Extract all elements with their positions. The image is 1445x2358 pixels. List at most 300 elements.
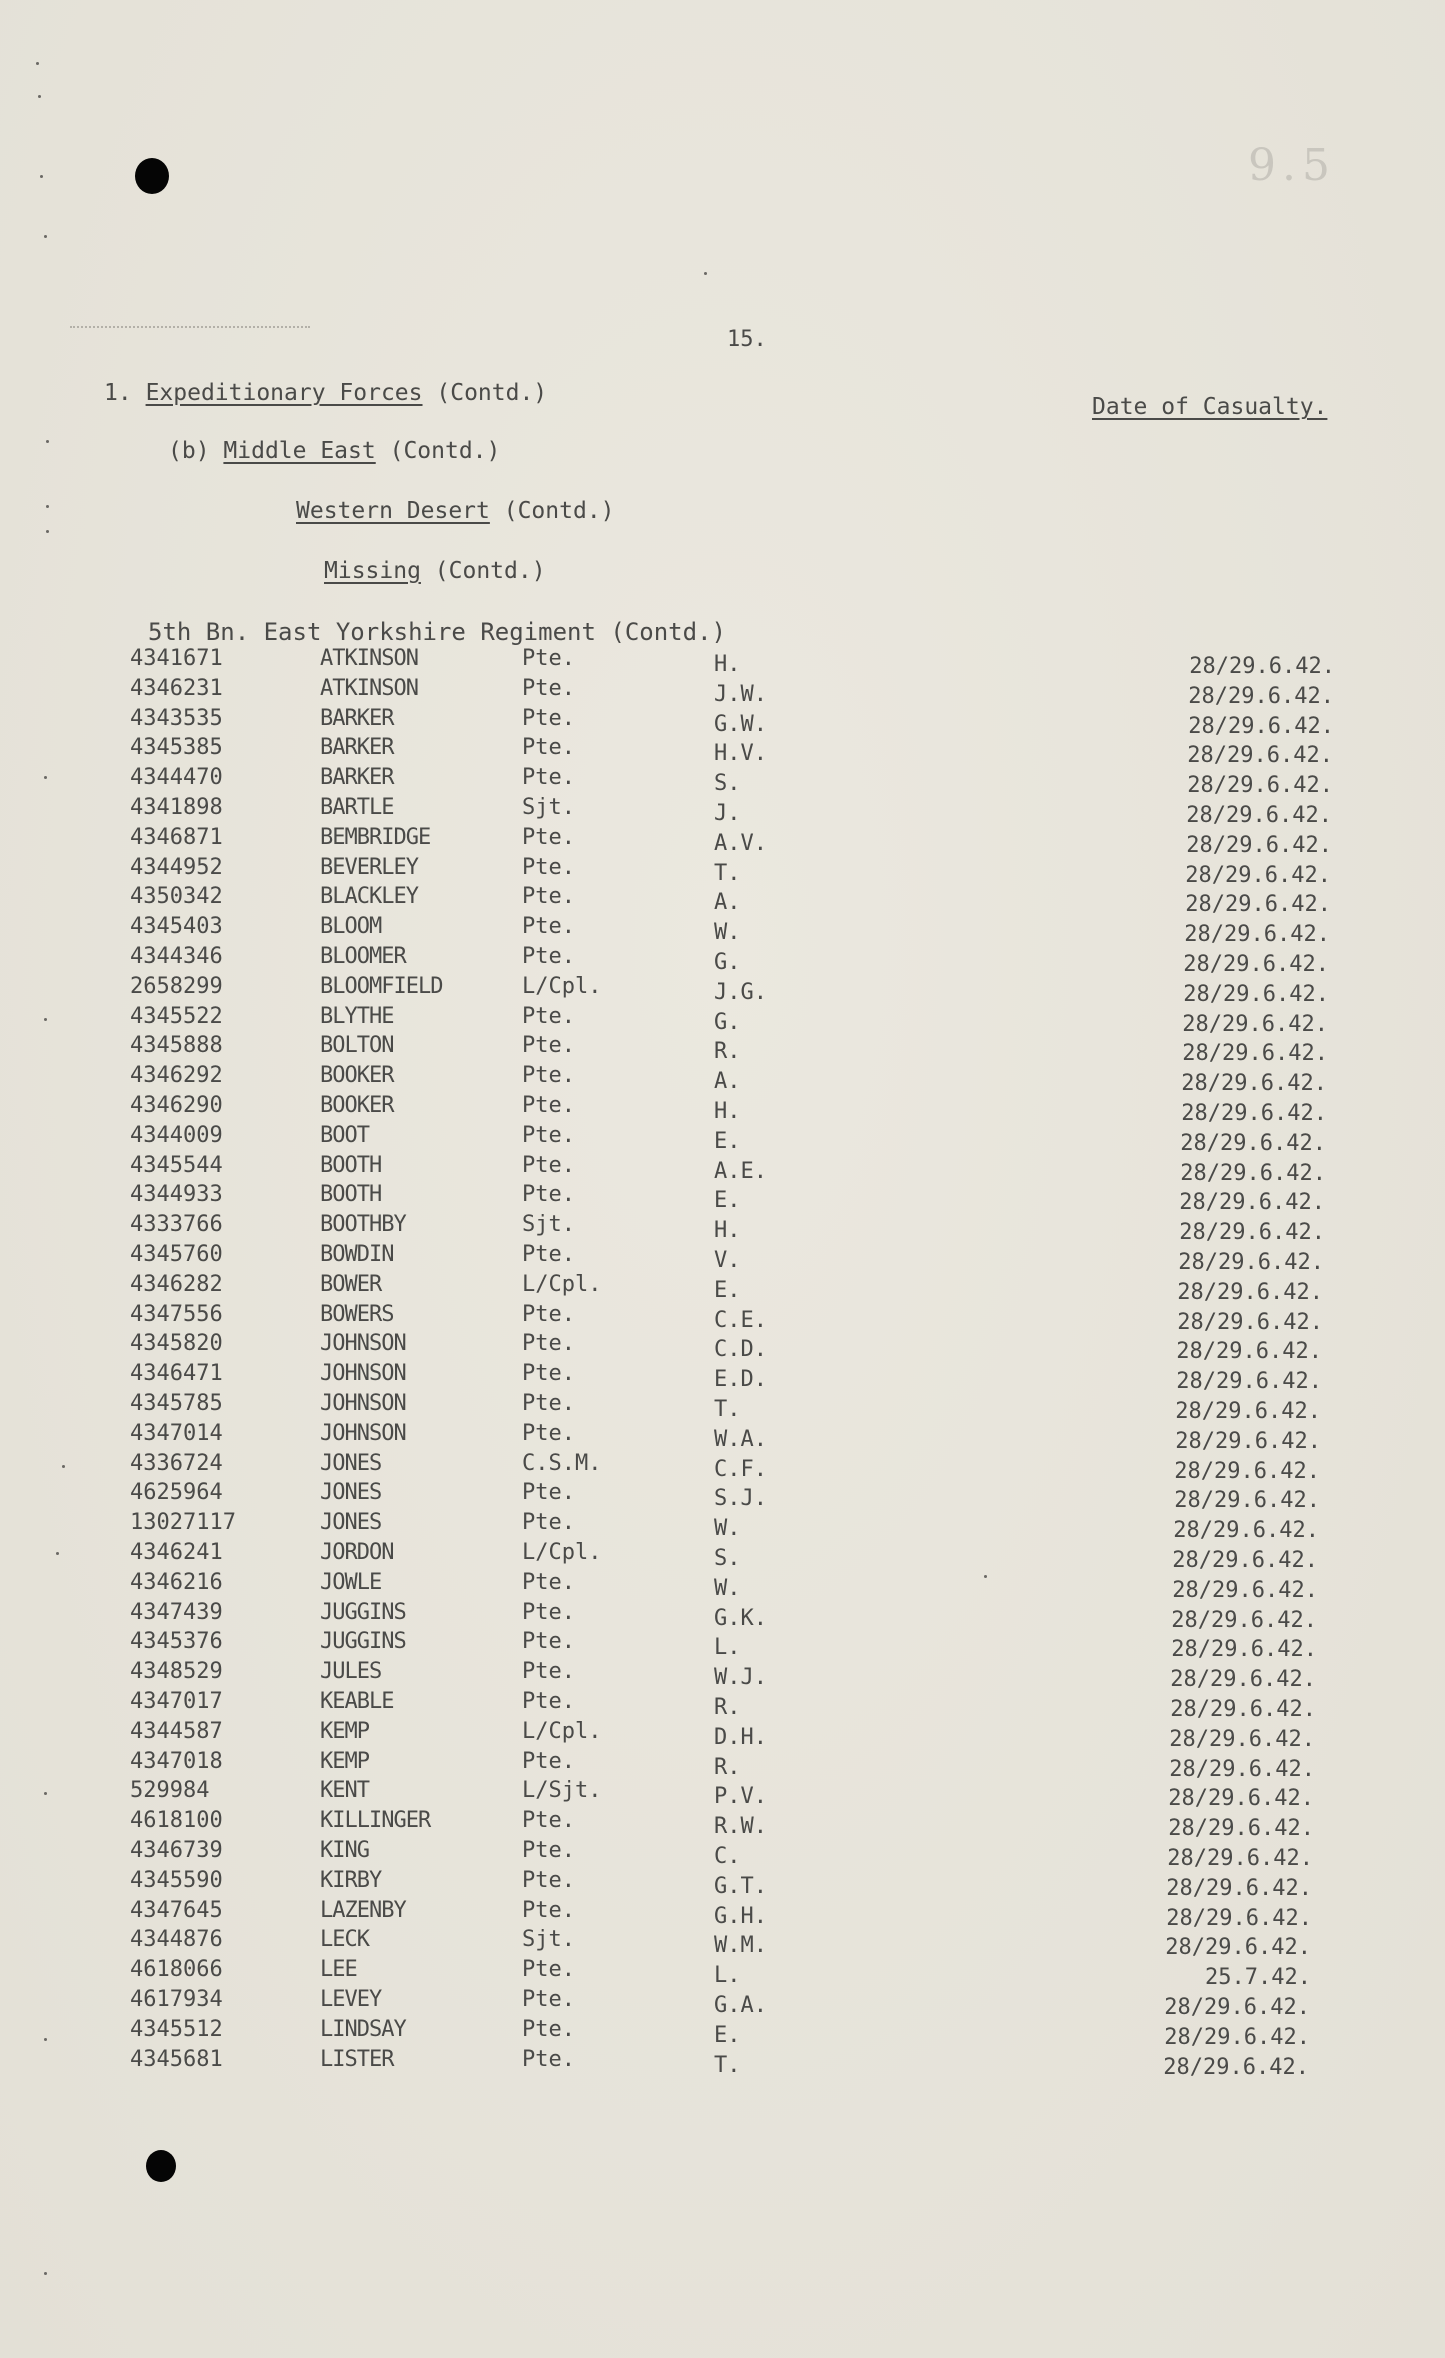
- casualty-date: 28/29.6.42.: [1167, 1846, 1313, 1871]
- service-number: 4347645: [130, 1897, 223, 1923]
- rank: Pte.: [522, 1987, 575, 2012]
- service-number: 4345760: [130, 1242, 223, 1267]
- casualty-date: 28/29.6.42.: [1170, 1667, 1316, 1693]
- surname: BLOOMER: [320, 944, 406, 969]
- casualty-row: [0, 1063, 1445, 1097]
- casualty-row: [0, 1331, 1445, 1365]
- surname: JONES: [320, 1510, 382, 1536]
- service-number: 4345376: [130, 1629, 223, 1655]
- casualty-row: [0, 1480, 1445, 1514]
- initials: R.: [714, 1039, 741, 1065]
- casualty-date: 28/29.6.42.: [1174, 1488, 1320, 1514]
- surname: BOOTHBY: [320, 1212, 406, 1238]
- surname: JUGGINS: [320, 1629, 406, 1655]
- initials: S.: [714, 1546, 741, 1571]
- casualty-row: [0, 1838, 1445, 1871]
- casualty-row: [0, 2016, 1445, 2050]
- section-title: Expeditionary Forces: [145, 380, 423, 406]
- surname: JONES: [320, 1480, 382, 1506]
- casualty-row: [0, 1301, 1445, 1335]
- service-number: 13027117: [130, 1510, 236, 1536]
- casualty-row: [0, 1540, 1445, 1573]
- casualty-date: 28/29.6.42.: [1175, 1399, 1321, 1424]
- rank: Pte.: [522, 1480, 575, 1506]
- casualty-date: 28/29.6.42.: [1183, 952, 1329, 977]
- initials: R.W.: [714, 1814, 767, 1840]
- casualty-row: [0, 675, 1445, 709]
- casualty-row: [0, 884, 1445, 918]
- service-number: 4344587: [130, 1718, 223, 1744]
- surname: JONES: [320, 1450, 382, 1476]
- surname: JOHNSON: [320, 1331, 406, 1357]
- service-number: 4344952: [130, 854, 223, 880]
- casualty-date: 28/29.6.42.: [1166, 1875, 1312, 1901]
- initials: E.: [714, 1277, 741, 1303]
- initials: A.V.: [714, 830, 767, 856]
- surname: BLOOMFIELD: [320, 973, 443, 999]
- margin-mark: [38, 95, 41, 98]
- initials: P.V.: [714, 1784, 767, 1810]
- initials: R.: [714, 1754, 741, 1780]
- rank: Pte.: [522, 2046, 575, 2072]
- initials: R.: [714, 1695, 741, 1720]
- initials: W.M.: [714, 1933, 767, 1959]
- surname: LINDSAY: [320, 2016, 406, 2042]
- service-number: 4346282: [130, 1271, 223, 1297]
- margin-mark: [36, 62, 39, 65]
- margin-mark: [46, 530, 49, 533]
- casualty-row: [0, 1659, 1445, 1693]
- casualty-date: 28/29.6.42.: [1183, 981, 1329, 1007]
- margin-mark: [40, 175, 43, 178]
- rank: L/Cpl.: [522, 1540, 602, 1565]
- surname: KENT: [320, 1778, 369, 1804]
- page-mark: 9.5: [1248, 140, 1336, 191]
- service-number: 529984: [130, 1778, 210, 1804]
- service-number: 4347556: [130, 1301, 223, 1327]
- surname: BOOTH: [320, 1182, 382, 1208]
- service-number: 4344346: [130, 944, 223, 969]
- initials: T.: [714, 1397, 741, 1422]
- margin-mark: [44, 235, 47, 238]
- rank: Pte.: [522, 1301, 575, 1327]
- rank: Pte.: [522, 884, 575, 910]
- rank: Pte.: [522, 1152, 575, 1178]
- initials: J.: [714, 801, 741, 826]
- initials: E.D.: [714, 1367, 767, 1393]
- casualty-date: 28/29.6.42.: [1181, 1101, 1327, 1126]
- area-suffix: (Contd.): [503, 498, 615, 524]
- rank: Pte.: [522, 1957, 575, 1983]
- initials: G.: [714, 1009, 741, 1035]
- surname: JOHNSON: [320, 1391, 406, 1416]
- service-number: 4346471: [130, 1361, 223, 1387]
- initials: H.: [714, 652, 741, 677]
- casualty-date: 28/29.6.42.: [1187, 773, 1333, 799]
- service-number: 4345512: [130, 2016, 223, 2042]
- unit-heading: 5th Bn. East Yorkshire Regiment (Contd.): [148, 618, 726, 646]
- service-number: 4350342: [130, 884, 223, 910]
- surname: ATKINSON: [320, 675, 418, 701]
- service-number: 4344470: [130, 765, 223, 791]
- rank: Pte.: [522, 2016, 575, 2042]
- surname: JOHNSON: [320, 1361, 406, 1387]
- service-number: 4345888: [130, 1033, 223, 1059]
- service-number: 4347439: [130, 1599, 223, 1625]
- page-number: 15.: [727, 327, 767, 352]
- rank: Pte.: [522, 1659, 575, 1685]
- casualty-row: [0, 705, 1445, 739]
- casualty-date: 28/29.6.42.: [1169, 1756, 1315, 1782]
- initials: G.W.: [714, 711, 767, 737]
- service-number: 4345522: [130, 1003, 223, 1029]
- casualty-row: [0, 1242, 1445, 1275]
- service-number: 4347014: [130, 1420, 223, 1446]
- rank: L/Cpl.: [522, 1271, 602, 1297]
- initials: S.J.: [714, 1486, 767, 1512]
- subsection-title: Middle East: [223, 438, 376, 464]
- casualty-row: [0, 1748, 1445, 1782]
- casualty-row: [0, 795, 1445, 828]
- casualty-row: [0, 1629, 1445, 1663]
- rank: Pte.: [522, 1122, 575, 1148]
- surname: JOWLE: [320, 1569, 382, 1595]
- casualty-row: [0, 1808, 1445, 1842]
- surname: BOWER: [320, 1271, 382, 1297]
- punch-hole-bottom: [146, 2150, 176, 2182]
- initials: J.W.: [714, 681, 767, 707]
- surname: BARKER: [320, 705, 394, 731]
- initials: W.A.: [714, 1426, 767, 1452]
- status-suffix: (Contd.): [434, 558, 546, 584]
- surname: BLYTHE: [320, 1003, 394, 1029]
- casualty-row: [0, 1271, 1445, 1305]
- initials: C.F.: [714, 1456, 767, 1482]
- rank: Pte.: [522, 1331, 575, 1357]
- casualty-date: 28/29.6.42.: [1182, 1041, 1328, 1067]
- casualty-date: 28/29.6.42.: [1185, 862, 1331, 888]
- service-number: 4617934: [130, 1987, 223, 2012]
- service-number: 4345385: [130, 735, 223, 761]
- rank: Pte.: [522, 735, 575, 761]
- casualty-row: [0, 735, 1445, 769]
- casualty-row: [0, 1122, 1445, 1156]
- rank: Pte.: [522, 1629, 575, 1655]
- service-number: 4345681: [130, 2046, 223, 2072]
- casualty-row: [0, 1003, 1445, 1037]
- initials: H.: [714, 1099, 741, 1124]
- casualty-row: [0, 1957, 1445, 1991]
- section-suffix: (Contd.): [436, 380, 548, 406]
- initials: H.: [714, 1218, 741, 1244]
- subsection-heading: [168, 438, 500, 464]
- surname: KEMP: [320, 1748, 369, 1774]
- casualty-date: 28/29.6.42.: [1178, 1250, 1324, 1275]
- rank: Pte.: [522, 675, 575, 701]
- initials: J.G.: [714, 979, 767, 1005]
- rank: Pte.: [522, 1510, 575, 1536]
- area-heading: [296, 498, 615, 524]
- punch-hole-top: [135, 158, 169, 194]
- initials: T.: [714, 2052, 741, 2078]
- casualty-date: 28/29.6.42.: [1166, 1905, 1312, 1931]
- service-number: 4345544: [130, 1152, 223, 1178]
- initials: W.: [714, 1516, 741, 1542]
- rank: Pte.: [522, 824, 575, 850]
- rank: Pte.: [522, 1689, 575, 1714]
- casualty-date: 28/29.6.42.: [1188, 683, 1334, 709]
- service-number: 4346739: [130, 1838, 223, 1863]
- service-number: 4346292: [130, 1063, 223, 1089]
- service-number: 4333766: [130, 1212, 223, 1238]
- rank: Pte.: [522, 1748, 575, 1774]
- casualty-row: [0, 1033, 1445, 1067]
- surname: JOHNSON: [320, 1420, 406, 1446]
- casualty-date: 28/29.6.42.: [1175, 1428, 1321, 1454]
- casualty-row: [0, 1510, 1445, 1544]
- casualty-date: 28/29.6.42.: [1187, 743, 1333, 769]
- initials: G.H.: [714, 1903, 767, 1929]
- initials: D.H.: [714, 1724, 767, 1750]
- rank: Pte.: [522, 1391, 575, 1416]
- casualty-date: 28/29.6.42.: [1179, 1190, 1325, 1216]
- casualty-row: [0, 1569, 1445, 1603]
- casualty-row: [0, 1420, 1445, 1454]
- rank: Sjt.: [522, 795, 575, 820]
- rank: Pte.: [522, 914, 575, 940]
- initials: V.: [714, 1248, 741, 1273]
- service-number: 4347017: [130, 1689, 223, 1714]
- casualty-row: [0, 2046, 1445, 2080]
- casualty-row: [0, 1361, 1445, 1395]
- service-number: 4346871: [130, 824, 223, 850]
- casualty-date: 28/29.6.42.: [1177, 1279, 1323, 1305]
- initials: G.: [714, 950, 741, 975]
- service-number: 4343535: [130, 705, 223, 731]
- casualty-date: 28/29.6.42.: [1165, 1935, 1311, 1961]
- initials: A.: [714, 1069, 741, 1095]
- initials: T.: [714, 860, 741, 886]
- casualty-row: [0, 1689, 1445, 1722]
- surname: BOOTH: [320, 1152, 382, 1178]
- casualty-date: 28/29.6.42.: [1174, 1458, 1320, 1484]
- rank: Pte.: [522, 1242, 575, 1267]
- casualty-row: [0, 1927, 1445, 1961]
- initials: C.D.: [714, 1337, 767, 1363]
- rank: Pte.: [522, 1599, 575, 1625]
- casualty-row: [0, 646, 1445, 679]
- initials: W.: [714, 920, 741, 946]
- surname: BOOT: [320, 1122, 369, 1148]
- surname: BOWDIN: [320, 1242, 394, 1267]
- subsection-suffix: (Contd.): [389, 438, 501, 464]
- service-number: 4344876: [130, 1927, 223, 1953]
- initials: G.K.: [714, 1605, 767, 1631]
- casualty-date: 28/29.6.42.: [1169, 1726, 1315, 1752]
- surname: KILLINGER: [320, 1808, 431, 1834]
- service-number: 4346231: [130, 675, 223, 701]
- casualty-date: 28/29.6.42.: [1173, 1518, 1319, 1544]
- surname: BLACKLEY: [320, 884, 418, 910]
- service-number: 4345403: [130, 914, 223, 940]
- casualty-row: [0, 1718, 1445, 1752]
- rank: Pte.: [522, 1361, 575, 1387]
- surname: LEVEY: [320, 1987, 382, 2012]
- surname: BOLTON: [320, 1033, 394, 1059]
- casualty-date: 28/29.6.42.: [1171, 1637, 1317, 1663]
- rank: Pte.: [522, 646, 575, 671]
- casualty-row: [0, 1152, 1445, 1186]
- casualty-date: 28/29.6.42.: [1168, 1786, 1314, 1812]
- surname: LAZENBY: [320, 1897, 406, 1923]
- initials: W.J.: [714, 1665, 767, 1691]
- casualty-date: 28/29.6.42.: [1181, 1071, 1327, 1097]
- rank: Pte.: [522, 944, 575, 969]
- casualty-date: 28/29.6.42.: [1179, 1220, 1325, 1246]
- initials: C.E.: [714, 1307, 767, 1333]
- casualty-date: 28/29.6.42.: [1168, 1816, 1314, 1842]
- rank: L/Cpl.: [522, 973, 602, 999]
- casualty-date: 28/29.6.42.: [1186, 803, 1332, 828]
- rank: Pte.: [522, 1867, 575, 1893]
- rank: Pte.: [522, 1003, 575, 1029]
- casualty-row: [0, 1867, 1445, 1901]
- area-title: Western Desert: [296, 498, 490, 524]
- surname: BLOOM: [320, 914, 382, 940]
- status-title: Missing: [324, 558, 421, 584]
- casualty-row: [0, 1778, 1445, 1812]
- casualty-row: [0, 824, 1445, 858]
- service-number: 4345590: [130, 1867, 223, 1893]
- initials: E.: [714, 1128, 741, 1154]
- section-heading: [104, 380, 547, 406]
- casualty-date: 28/29.6.42.: [1186, 832, 1332, 858]
- casualty-row: [0, 1897, 1445, 1931]
- casualty-date: 25.7.42.: [1205, 1965, 1311, 1991]
- rank: Sjt.: [522, 1927, 575, 1953]
- rank: Pte.: [522, 1897, 575, 1923]
- surname: BOOKER: [320, 1093, 394, 1118]
- casualty-date: 28/29.6.42.: [1188, 713, 1334, 739]
- typed-rule: [70, 326, 310, 328]
- surname: KEMP: [320, 1718, 369, 1744]
- rank: L/Sjt.: [522, 1778, 602, 1804]
- initials: E.: [714, 1188, 741, 1214]
- service-number: 4344933: [130, 1182, 223, 1208]
- casualty-row: [0, 1987, 1445, 2020]
- casualty-date: 28/29.6.42.: [1184, 922, 1330, 948]
- casualty-date: 28/29.6.42.: [1177, 1309, 1323, 1335]
- surname: KEABLE: [320, 1689, 394, 1714]
- casualty-row: [0, 765, 1445, 799]
- initials: S.: [714, 771, 741, 797]
- service-number: 4341671: [130, 646, 223, 671]
- rank: Pte.: [522, 1808, 575, 1834]
- margin-mark: [44, 2272, 47, 2275]
- casualty-date: 28/29.6.42.: [1180, 1130, 1326, 1156]
- surname: BOOKER: [320, 1063, 394, 1089]
- margin-mark: [46, 505, 49, 508]
- surname: ATKINSON: [320, 646, 418, 671]
- surname: KIRBY: [320, 1867, 382, 1893]
- surname: LECK: [320, 1927, 369, 1953]
- surname: JULES: [320, 1659, 382, 1685]
- casualty-row: [0, 914, 1445, 948]
- rank: Sjt.: [522, 1212, 575, 1238]
- initials: E.: [714, 2022, 741, 2048]
- casualty-row: [0, 1450, 1445, 1484]
- casualty-date: 28/29.6.42.: [1180, 1160, 1326, 1186]
- service-number: 4346290: [130, 1093, 223, 1118]
- rank: Pte.: [522, 1569, 575, 1595]
- casualty-date: 28/29.6.42.: [1185, 892, 1331, 918]
- casualty-row: [0, 854, 1445, 888]
- surname: JORDON: [320, 1540, 394, 1565]
- casualty-row: [0, 1212, 1445, 1246]
- service-number: 4618066: [130, 1957, 223, 1983]
- initials: H.V.: [714, 741, 767, 767]
- casualty-date: 28/29.6.42.: [1189, 654, 1335, 679]
- casualty-row: [0, 1391, 1445, 1424]
- service-number: 4346216: [130, 1569, 223, 1595]
- casualty-date: 28/29.6.42.: [1176, 1369, 1322, 1395]
- surname: LEE: [320, 1957, 357, 1983]
- rank: C.S.M.: [522, 1450, 602, 1476]
- initials: A.: [714, 890, 741, 916]
- surname: KING: [320, 1838, 369, 1863]
- date-column-heading: Date of Casualty.: [1092, 394, 1328, 420]
- service-number: 4625964: [130, 1480, 223, 1506]
- rank: Pte.: [522, 1838, 575, 1863]
- casualty-date: 28/29.6.42.: [1170, 1697, 1316, 1722]
- service-number: 4341898: [130, 795, 223, 820]
- casualty-date: 28/29.6.42.: [1172, 1548, 1318, 1573]
- service-number: 4336724: [130, 1450, 223, 1476]
- casualty-date: 28/29.6.42.: [1182, 1011, 1328, 1037]
- initials: W.: [714, 1575, 741, 1601]
- surname: BARTLE: [320, 795, 394, 820]
- casualty-date: 28/29.6.42.: [1172, 1577, 1318, 1603]
- service-number: 4618100: [130, 1808, 223, 1834]
- initials: G.T.: [714, 1873, 767, 1899]
- rank: Pte.: [522, 1063, 575, 1089]
- casualty-row: [0, 1182, 1445, 1216]
- initials: L.: [714, 1963, 741, 1989]
- initials: A.E.: [714, 1158, 767, 1184]
- margin-mark: [704, 272, 707, 275]
- service-number: 4344009: [130, 1122, 223, 1148]
- surname: BOWERS: [320, 1301, 394, 1327]
- initials: G.A.: [714, 1993, 767, 2018]
- service-number: 2658299: [130, 973, 223, 999]
- casualty-row: [0, 944, 1445, 977]
- casualty-row: [0, 1093, 1445, 1126]
- rank: Pte.: [522, 1420, 575, 1446]
- casualty-date: 28/29.6.42.: [1163, 2054, 1309, 2080]
- casualty-date: 28/29.6.42.: [1164, 1995, 1310, 2020]
- service-number: 4347018: [130, 1748, 223, 1774]
- surname: BARKER: [320, 765, 394, 791]
- surname: BEMBRIDGE: [320, 824, 431, 850]
- casualty-row: [0, 1599, 1445, 1633]
- casualty-date: 28/29.6.42.: [1176, 1339, 1322, 1365]
- rank: Pte.: [522, 1033, 575, 1059]
- status-heading: [324, 558, 546, 584]
- rank: Pte.: [522, 1093, 575, 1118]
- casualty-date: 28/29.6.42.: [1164, 2024, 1310, 2050]
- service-number: 4345785: [130, 1391, 223, 1416]
- surname: JUGGINS: [320, 1599, 406, 1625]
